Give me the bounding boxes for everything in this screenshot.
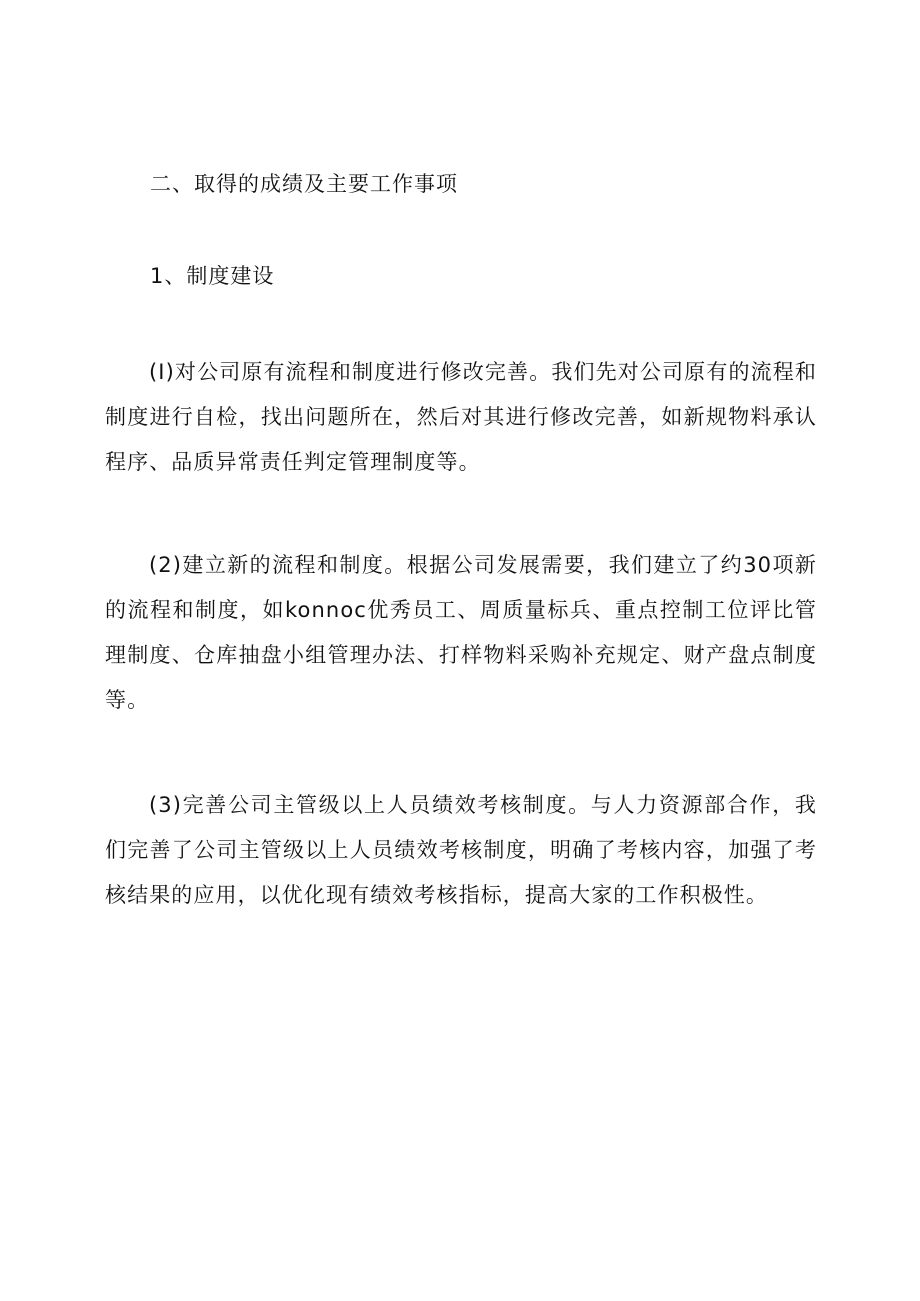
section-heading: 二、取得的成绩及主要工作事项 xyxy=(150,172,458,196)
paragraph-establish-new: (2)建立新的流程和制度。根据公司发展需要，我们建立了约30项新的流程和制度，如konnoc优秀员工、周质量标兵、重点控制工位评比管理制度、仓库抽盘小组管理办法、打样物料采购补充规定、财产盘点制度等。 xyxy=(105,553,817,712)
paragraph-revise-existing: (I)对公司原有流程和制度进行修改完善。我们先对公司原有的流程和制度进行自检，找出问题所在，然后对其进行修改完善，如新规物料承认程序、品质异常责任判定管理制度等。 xyxy=(105,360,817,474)
subsection-heading: 1、制度建设 xyxy=(150,264,275,288)
paragraph-performance-appraisal: (3)完善公司主管级以上人员绩效考核制度。与人力资源部合作，我们完善了公司主管级以上人员绩效考核制度，明确了考核内容，加强了考核结果的应用，以优化现有绩效考核指标，提高大家的工作积极性。 xyxy=(105,793,817,907)
